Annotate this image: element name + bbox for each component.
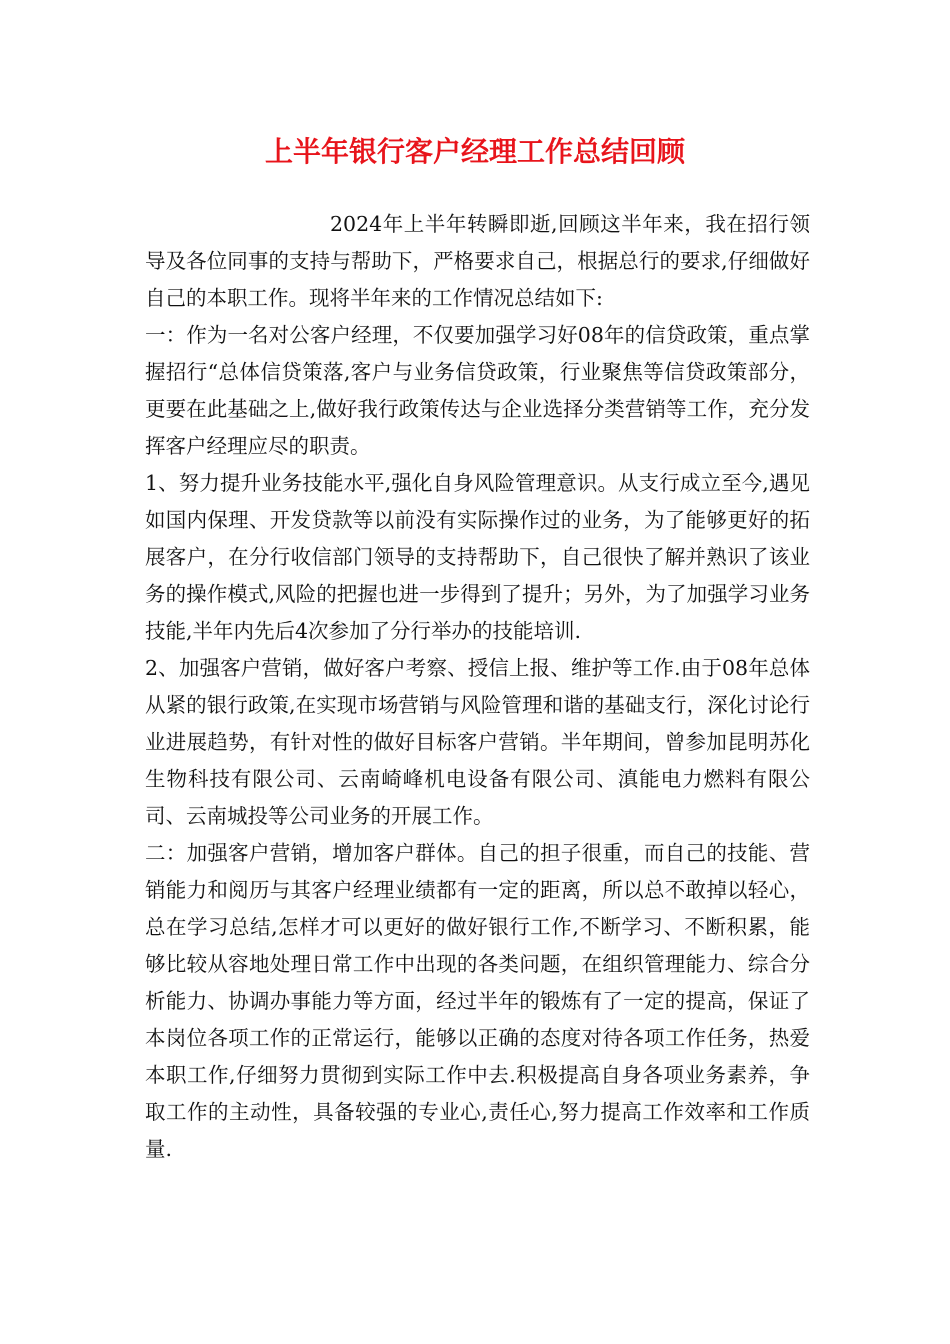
paragraph-intro: 2024年上半年转瞬即逝,回顾这半年来，我在招行领导及各位同事的支持与帮助下，严格要求自己，根据总行的要求,仔细做好自己的本职工作。现将半年来的工作情况总结如下: [145, 212, 810, 310]
paragraph-item-1: 1、努力提升业务技能水平,强化自身风险管理意识。从支行成立至今,遇见如国内保理、开发贷款等以前没有实际操作过的业务，为了能够更好的拓展客户，在分行收信部门领导的支持帮助下，自己很快了解并熟识了该业务的操作模式,风险的把握也进一步得到了提升；另外，为了加强学习业务技能,半年内先后4次参加了分行举办的技能培训. [145, 471, 810, 643]
document-body [145, 206, 810, 1168]
paragraph-item-2: 2、加强客户营销，做好客户考察、授信上报、维护等工作.由于08年总体从紧的银行政策,在实现市场营销与风险管理和谐的基础支行，深化讨论行业进展趋势，有针对性的做好目标客户营销。半年期间，曾参加昆明苏化生物科技有限公司、云南崎峰机电设备有限公司、滇能电力燃料有限公司、云南城投等公司业务的开展工作。 [145, 656, 810, 828]
paragraph-section-2: 二：加强客户营销，增加客户群体。自己的担子很重，而自己的技能、营销能力和阅历与其客户经理业绩都有一定的距离，所以总不敢掉以轻心，总在学习总结,怎样才可以更好的做好银行工作,不断学习、不断积累，能够比较从容地处理日常工作中出现的各类问题，在组织管理能力、综合分析能力、协调办事能力等方面，经过半年的锻炼有了一定的提高，保证了本岗位各项工作的正常运行，能够以正确的态度对待各项工作任务，热爱本职工作,仔细努力贯彻到实际工作中去.积极提高自身各项业务素养，争取工作的主动性，具备较强的专业心,责任心,努力提高工作效率和工作质量. [145, 841, 810, 1161]
paragraph-section-1: 一：作为一名对公客户经理，不仅要加强学习好08年的信贷政策，重点掌握招行“总体信贷策落,客户与业务信贷政策，行业聚焦等信贷政策部分，更要在此基础之上,做好我行政策传达与企业选择分类营销等工作，充分发挥客户经理应尽的职责。 [145, 323, 810, 458]
page-title: 上半年银行客户经理工作总结回顾 [264, 135, 685, 168]
